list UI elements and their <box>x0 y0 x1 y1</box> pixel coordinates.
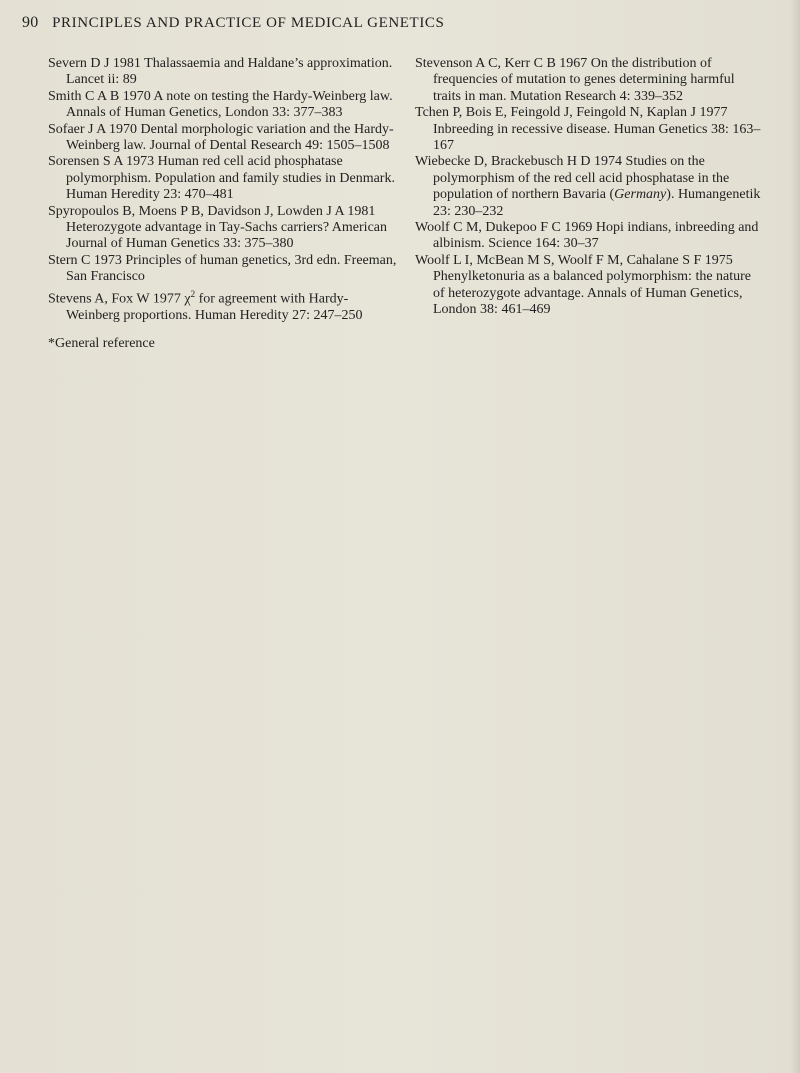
references-right-column <box>415 56 765 319</box>
italic-text: Germany <box>614 187 667 203</box>
references-left-column <box>48 56 400 367</box>
running-head <box>22 14 444 32</box>
page-number: 90 <box>22 14 39 31</box>
reference-entry: Sofaer J A 1970 Dental morphologic variation and the Hardy-Weinberg law. Journal of Dental Research 49: 1505–1508 <box>48 121 394 154</box>
reference-text: Stevens A, Fox W 1977 χ <box>48 291 191 307</box>
running-title: PRINCIPLES AND PRACTICE OF MEDICAL GENETICS <box>52 15 445 31</box>
reference-entry: Stern C 1973 Principles of human genetics, 3rd edn. Freeman, San Francisco <box>48 252 397 285</box>
reference-entry <box>415 154 765 220</box>
reference-text: Wiebecke D, Brackebusch H D 1974 Studies on the polymorphism of the red cell acid phosphatase in the population of northern Bavaria ( <box>415 154 730 203</box>
reference-entry: Woolf C M, Dukepoo F C 1969 Hopi indians, inbreeding and albinism. Science 164: 30–37 <box>415 220 759 252</box>
reference-text: for agreement with Hardy-Weinberg proportions. Human Heredity 27: 247–250 <box>66 291 363 323</box>
reference-entry: Smith C A B 1970 A note on testing the Hardy-Weinberg law. Annals of Human Genetics, London 33: 377–383 <box>48 88 393 121</box>
reference-entry: Tchen P, Bois E, Feingold J, Feingold N, Kaplan J 1977 Inbreeding in recessive disease. Human Genetics 38: 163–167 <box>415 105 761 154</box>
reference-entry: Spyropoulos B, Moens P B, Davidson J, Lowden J A 1981 Heterozygote advantage in Tay-Sachs carriers? American Journal of Human Genetics 33: 375–380 <box>48 203 388 252</box>
reference-entry: Stevenson A C, Kerr C B 1967 On the distribution of frequencies of mutation to genes determining harmful traits in man. Mutation Research 4: 339–352 <box>415 56 735 104</box>
reference-entry: Sorensen S A 1973 Human red cell acid phosphatase polymorphism. Population and family studies in Denmark. Human Heredity 23: 470–481 <box>48 154 395 203</box>
reference-text: ). Humangenetik 23: 230–232 <box>433 187 761 219</box>
reference-entry: Woolf L I, McBean M S, Woolf F M, Cahalane S F 1975 Phenylketonuria as a balanced polymorphism: the nature of heterozygote advantage. Annals of Human Genetics, London 38: 461–469 <box>415 252 752 318</box>
superscript: 2 <box>190 288 196 299</box>
reference-entry: Severn D J 1981 Thalassaemia and Haldane’s approximation. Lancet ii: 89 <box>48 56 393 88</box>
footnote: *General reference <box>48 336 155 352</box>
reference-entry <box>48 286 400 324</box>
page-edge-shadow <box>790 0 800 1073</box>
